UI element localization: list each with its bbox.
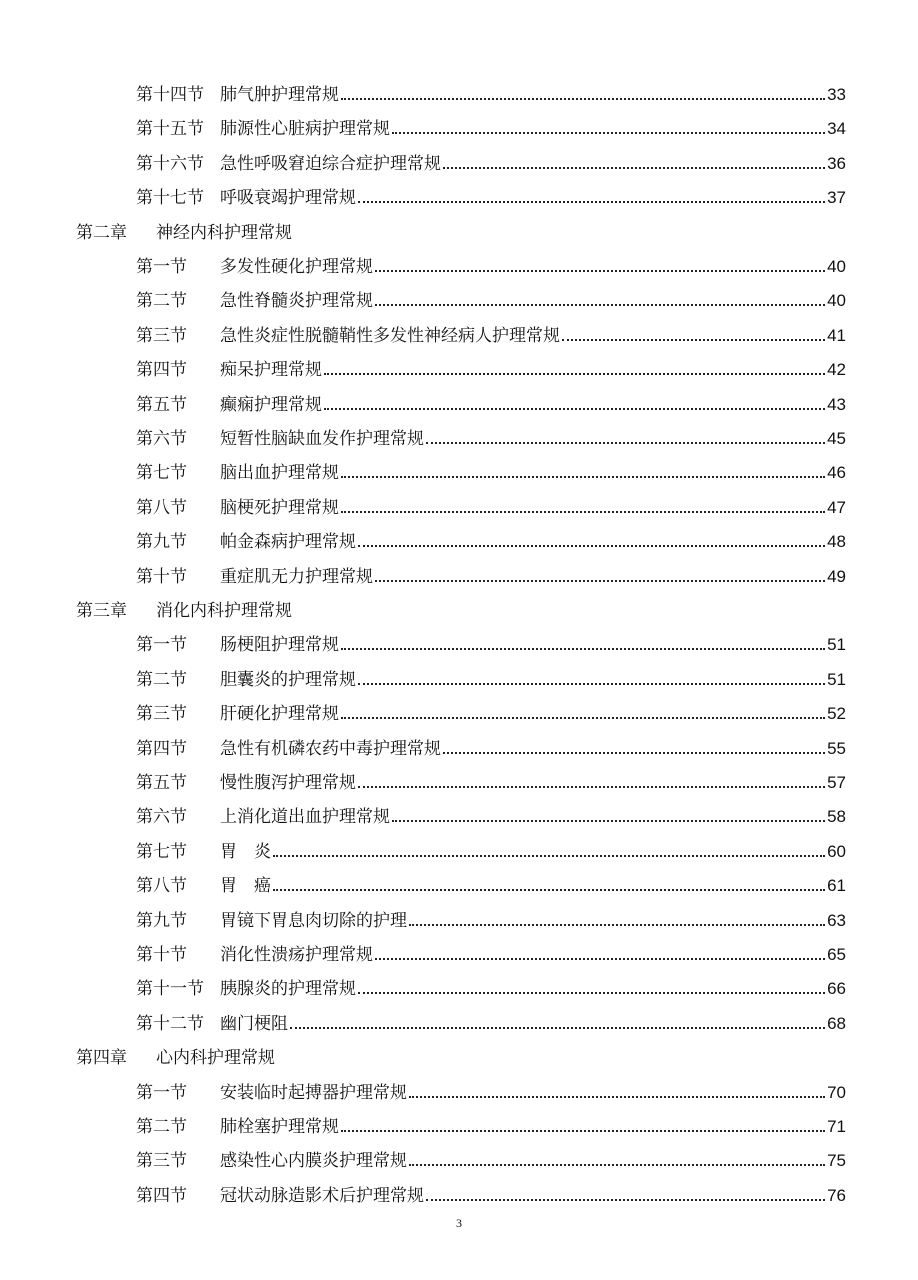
toc-number: 第十四节	[136, 85, 204, 105]
dot-leader	[290, 1027, 825, 1029]
toc-entry	[136, 1110, 846, 1138]
toc-number: 第二节	[136, 1117, 187, 1137]
toc-page-number: 45	[827, 429, 846, 448]
dot-leader	[426, 1199, 825, 1201]
toc-entry	[136, 181, 846, 209]
dot-leader	[341, 717, 825, 719]
toc-title: 胃 癌	[220, 876, 271, 896]
toc-entry	[136, 938, 846, 966]
toc-page-number: 41	[827, 326, 846, 345]
toc-number: 第十节	[136, 945, 187, 965]
toc-number: 第四节	[136, 1186, 187, 1206]
toc-entry	[136, 491, 846, 519]
toc-number: 第三节	[136, 704, 187, 724]
toc-title: 慢性腹泻护理常规	[220, 773, 356, 793]
toc-page-number: 66	[827, 979, 846, 998]
toc-page-number: 52	[827, 704, 846, 723]
toc-entry	[136, 869, 846, 897]
toc-entry	[136, 250, 846, 278]
toc-number: 第三章	[76, 601, 127, 621]
dot-leader	[409, 1096, 825, 1098]
dot-leader	[392, 132, 825, 134]
toc-page-number: 65	[827, 945, 846, 964]
page-number: 3	[456, 1216, 462, 1230]
dot-leader	[358, 201, 825, 203]
toc-number: 第一节	[136, 1083, 187, 1103]
toc-number: 第九节	[136, 911, 187, 931]
toc-entry	[136, 525, 846, 553]
toc-number: 第二章	[76, 223, 127, 243]
toc-number: 第八节	[136, 876, 187, 896]
toc-chapter-heading	[76, 594, 846, 622]
toc-entry	[136, 1076, 846, 1104]
dot-leader	[341, 511, 825, 513]
dot-leader	[341, 98, 825, 100]
toc-entry	[136, 112, 846, 140]
dot-leader	[392, 820, 825, 822]
toc-title: 急性有机磷农药中毒护理常规	[220, 739, 441, 759]
toc-number: 第八节	[136, 498, 187, 518]
toc-page-number: 42	[827, 360, 846, 379]
dot-leader	[443, 752, 825, 754]
dot-leader	[562, 339, 825, 341]
toc-number: 第二节	[136, 291, 187, 311]
toc-title: 痴呆护理常规	[220, 360, 322, 380]
toc-page-number: 48	[827, 532, 846, 551]
toc-entry	[136, 766, 846, 794]
toc-entry	[136, 732, 846, 760]
toc-title: 胆囊炎的护理常规	[220, 670, 356, 690]
dot-leader	[358, 786, 825, 788]
dot-leader	[341, 648, 825, 650]
toc-title: 上消化道出血护理常规	[220, 807, 390, 827]
toc-page-number: 34	[827, 119, 846, 138]
toc-entry	[136, 697, 846, 725]
dot-leader	[358, 683, 825, 685]
dot-leader	[426, 442, 825, 444]
dot-leader	[409, 1164, 825, 1166]
dot-leader	[375, 270, 825, 272]
toc-number: 第五节	[136, 395, 187, 415]
dot-leader	[273, 855, 825, 857]
toc-number: 第一节	[136, 635, 187, 655]
toc-number: 第十一节	[136, 979, 204, 999]
toc-page-number: 40	[827, 257, 846, 276]
toc-number: 第五节	[136, 773, 187, 793]
toc-entry	[136, 353, 846, 381]
toc-number: 第六节	[136, 807, 187, 827]
toc-entry	[136, 319, 846, 347]
toc-page-number: 60	[827, 842, 846, 861]
dot-leader	[341, 476, 825, 478]
toc-number: 第三节	[136, 326, 187, 346]
toc-number: 第九节	[136, 532, 187, 552]
toc-entry	[136, 422, 846, 450]
toc-entry	[136, 284, 846, 312]
dot-leader	[341, 1130, 825, 1132]
dot-leader	[358, 992, 825, 994]
toc-entry	[136, 1144, 846, 1172]
toc-page-number: 68	[827, 1014, 846, 1033]
dot-leader	[324, 408, 825, 410]
toc-title: 多发性硬化护理常规	[220, 257, 373, 277]
toc-page-number: 71	[827, 1117, 846, 1136]
toc-entry	[136, 835, 846, 863]
toc-page-number: 63	[827, 911, 846, 930]
toc-title: 肺气肿护理常规	[220, 85, 339, 105]
toc-number: 第二节	[136, 670, 187, 690]
dot-leader	[273, 889, 825, 891]
toc-entry	[136, 388, 846, 416]
toc-title: 癫痫护理常规	[220, 395, 322, 415]
toc-title: 神经内科护理常规	[156, 223, 292, 243]
toc-entry	[136, 1179, 846, 1207]
toc-page-number: 36	[827, 154, 846, 173]
toc-title: 脑梗死护理常规	[220, 498, 339, 518]
toc-title: 急性脊髓炎护理常规	[220, 291, 373, 311]
toc-page-number: 58	[827, 807, 846, 826]
toc-number: 第六节	[136, 429, 187, 449]
toc-title: 胃镜下胃息肉切除的护理	[220, 911, 407, 931]
toc-title: 肺源性心脏病护理常规	[220, 119, 390, 139]
dot-leader	[375, 580, 825, 582]
toc-page-number: 43	[827, 395, 846, 414]
toc-title: 呼吸衰竭护理常规	[220, 188, 356, 208]
toc-title: 胰腺炎的护理常规	[220, 979, 356, 999]
toc-title: 急性呼吸窘迫综合症护理常规	[220, 154, 441, 174]
toc-title: 冠状动脉造影术后护理常规	[220, 1186, 424, 1206]
toc-number: 第十七节	[136, 188, 204, 208]
toc-entry	[136, 628, 846, 656]
toc-chapter-heading	[76, 1041, 846, 1069]
toc-page-number: 61	[827, 876, 846, 895]
toc-title: 短暂性脑缺血发作护理常规	[220, 429, 424, 449]
toc-title: 脑出血护理常规	[220, 463, 339, 483]
toc-title: 消化性溃疡护理常规	[220, 945, 373, 965]
toc-chapter-heading	[76, 216, 846, 244]
toc-entry	[136, 800, 846, 828]
toc-number: 第四节	[136, 739, 187, 759]
toc-page-number: 76	[827, 1186, 846, 1205]
toc-title: 感染性心内膜炎护理常规	[220, 1151, 407, 1171]
toc-title: 急性炎症性脱髓鞘性多发性神经病人护理常规	[220, 326, 560, 346]
toc-title: 肝硬化护理常规	[220, 704, 339, 724]
toc-entry	[136, 1007, 846, 1035]
toc-entry	[136, 560, 846, 588]
dot-leader	[324, 373, 825, 375]
toc-page-number: 47	[827, 498, 846, 517]
toc-entry	[136, 78, 846, 106]
toc-number: 第四章	[76, 1048, 127, 1068]
toc-page-number: 49	[827, 567, 846, 586]
toc-number: 第十六节	[136, 154, 204, 174]
toc-page-number: 37	[827, 188, 846, 207]
toc-number: 第一节	[136, 257, 187, 277]
dot-leader	[375, 304, 825, 306]
toc-title: 消化内科护理常规	[156, 601, 292, 621]
toc-number: 第三节	[136, 1151, 187, 1171]
toc-number: 第四节	[136, 360, 187, 380]
toc-page-number: 75	[827, 1151, 846, 1170]
toc-entry	[136, 904, 846, 932]
toc-title: 帕金森病护理常规	[220, 532, 356, 552]
toc-title: 安装临时起搏器护理常规	[220, 1083, 407, 1103]
toc-number: 第十节	[136, 567, 187, 587]
toc-title: 心内科护理常规	[156, 1048, 275, 1068]
toc-title: 重症肌无力护理常规	[220, 567, 373, 587]
toc-title: 幽门梗阻	[220, 1014, 288, 1034]
dot-leader	[358, 545, 825, 547]
toc-page-number: 40	[827, 291, 846, 310]
dot-leader	[409, 924, 825, 926]
toc-entry	[136, 456, 846, 484]
toc-page-number: 51	[827, 635, 846, 654]
toc-entry	[136, 663, 846, 691]
toc-page-number: 51	[827, 670, 846, 689]
toc-entry	[136, 147, 846, 175]
dot-leader	[443, 167, 825, 169]
toc-page-number: 33	[827, 85, 846, 104]
toc-title: 肠梗阻护理常规	[220, 635, 339, 655]
toc-page-number: 46	[827, 463, 846, 482]
toc-number: 第七节	[136, 842, 187, 862]
dot-leader	[375, 958, 825, 960]
toc-number: 第十五节	[136, 119, 204, 139]
toc-entry	[136, 972, 846, 1000]
toc-number: 第十二节	[136, 1014, 204, 1034]
toc-number: 第七节	[136, 463, 187, 483]
toc-page-number: 57	[827, 773, 846, 792]
toc-page-number: 70	[827, 1083, 846, 1102]
toc-page-number: 55	[827, 739, 846, 758]
toc-title: 胃 炎	[220, 842, 271, 862]
toc-title: 肺栓塞护理常规	[220, 1117, 339, 1137]
